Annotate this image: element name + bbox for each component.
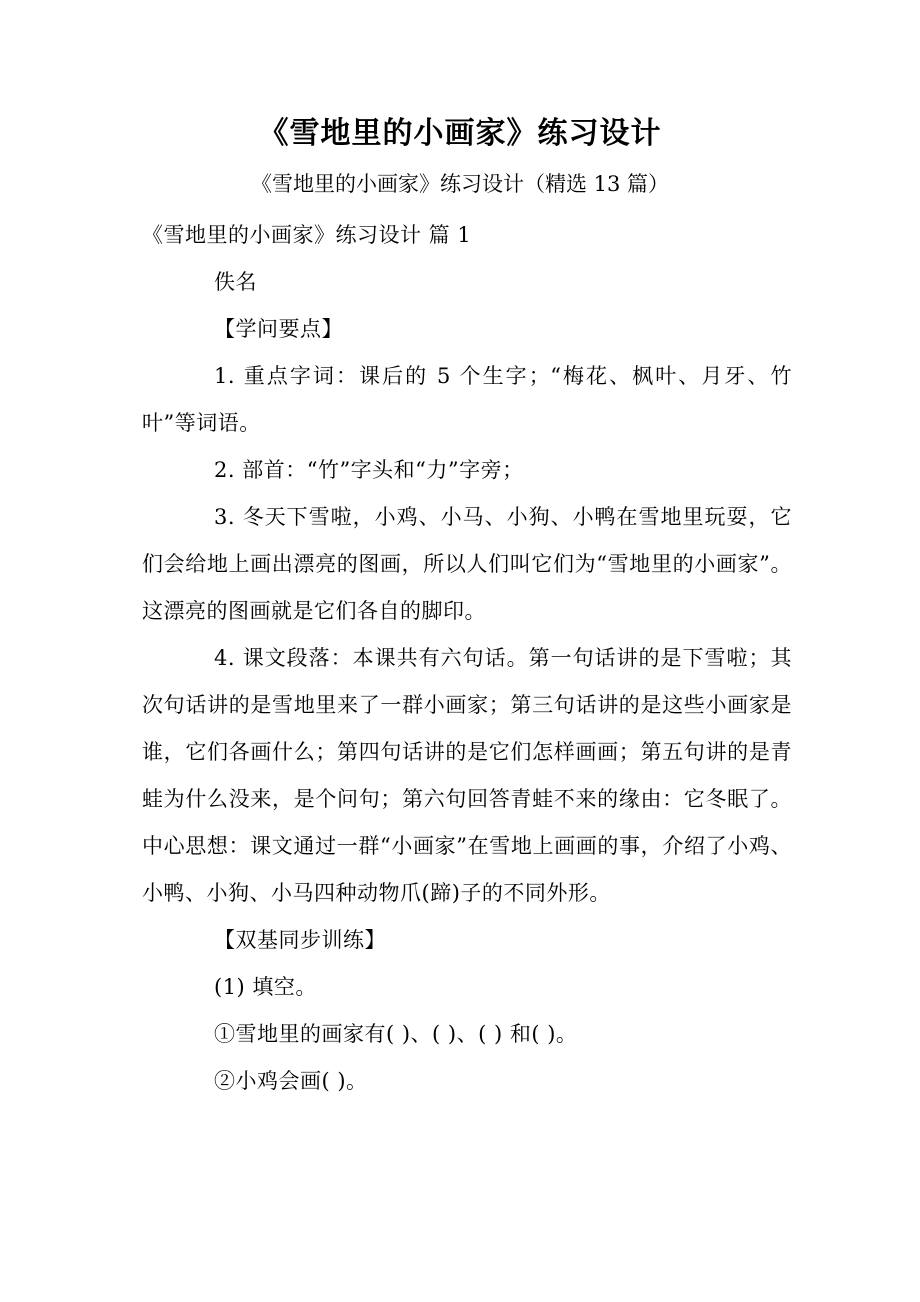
document-title: 《雪地里的小画家》练习设计 [258, 116, 662, 151]
fill-blank-question-2: ②小鸡会画( )。 [214, 1069, 368, 1093]
training-heading: 【双基同步训练】 [214, 928, 386, 952]
knowledge-point-1: 1. 重点字词：课后的 5 个生字；“梅花、枫叶、月牙、竹叶”等词语。 [142, 364, 792, 435]
document-body [142, 212, 792, 1105]
author-line: 佚名 [214, 270, 257, 294]
knowledge-point-2: 2. 部首：“竹”字头和“力”字旁； [214, 458, 524, 482]
knowledge-point-4: 4. 课文段落：本课共有六句话。第一句话讲的是下雪啦；其次句话讲的是雪地里来了一群小画家；第三句话讲的是这些小画家是谁，它们各画什么；第四句话讲的是它们怎样画画；第五句讲的是青蛙为什么没来，是个问句；第六句回答青蛙不来的缘由：它冬眠了。中心思想：课文通过一群“小画家”在雪地上画画的事，介绍了小鸡、小鸭、小狗、小马四种动物爪(蹄)子的不同外形。 [142, 646, 792, 905]
document-subtitle: 《雪地里的小画家》练习设计（精选 13 篇） [250, 172, 670, 196]
exercise-fill-blank: (1) 填空。 [214, 975, 317, 999]
knowledge-point-3: 3. 冬天下雪啦，小鸡、小马、小狗、小鸭在雪地里玩耍，它们会给地上画出漂亮的图画，所以人们叫它们为“雪地里的小画家”。这漂亮的图画就是它们各自的脚印。 [142, 505, 792, 623]
section-heading: 《雪地里的小画家》练习设计 篇 1 [142, 223, 472, 247]
fill-blank-question-1: ①雪地里的画家有( )、( )、( ) 和( )。 [214, 1022, 578, 1046]
knowledge-points-heading: 【学问要点】 [214, 317, 343, 341]
